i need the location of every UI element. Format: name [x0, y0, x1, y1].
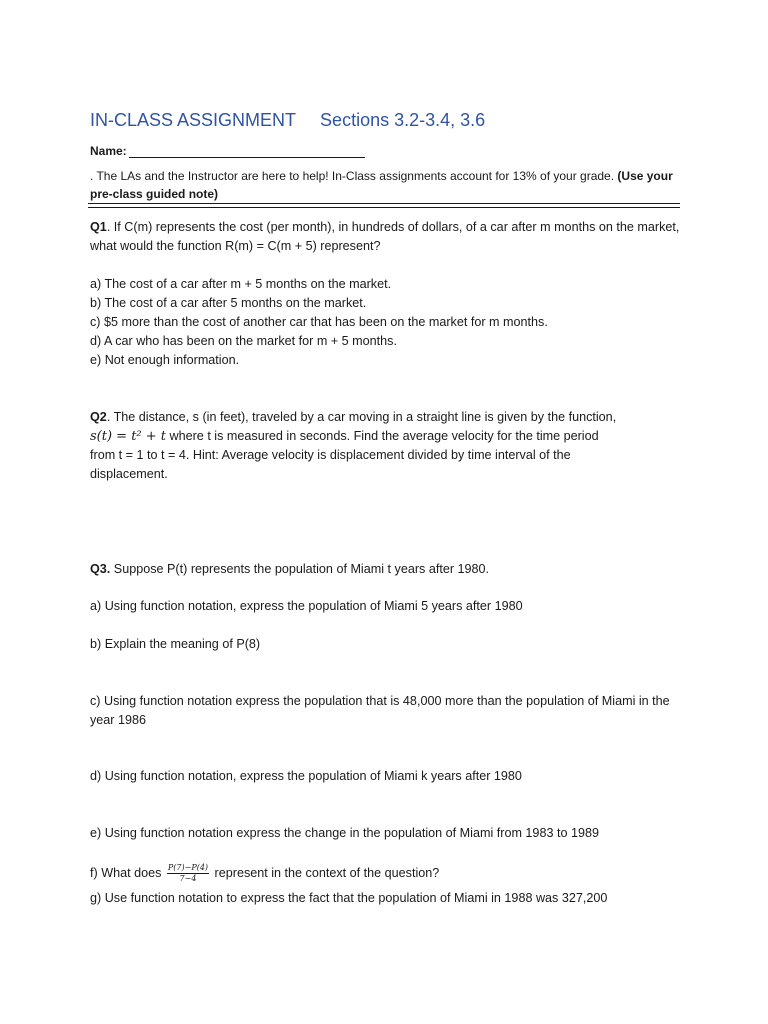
q3-fraction [167, 863, 209, 884]
q3-part-b: b) Explain the meaning of P(8) [90, 637, 261, 651]
q2-line-2 [90, 427, 599, 446]
q3-part-e: e) Using function notation express the change in the population of Miami from 1983 to 1989 [90, 826, 599, 840]
q2-label: Q2 [90, 410, 107, 424]
q2-text-2: where t is measured in seconds. Find the average velocity for the time period [166, 429, 599, 443]
note-text: . The LAs and the Instructor are here to help! In-Class assignments account for 13% of your grade. [90, 169, 615, 183]
q1-option-c: c) $5 more than the cost of another car that has been on the market for m months. [90, 315, 548, 329]
q1-option-d: d) A car who has been on the market for m + 5 months. [90, 334, 397, 348]
q3-part-f-post: represent in the context of the question? [211, 865, 440, 880]
q1-option-e: e) Not enough information. [90, 353, 240, 367]
q3-prompt [90, 560, 489, 579]
name-field-row [90, 144, 365, 158]
q3-part-c: c) Using function notation express the population that is 48,000 more than the population of Miami in the year 1986 [90, 694, 670, 727]
q2-text-1: . The distance, s (in feet), traveled by a car moving in a straight line is given by the function, [106, 410, 617, 424]
q3-part-f [90, 863, 439, 884]
q3-part-d: d) Using function notation, express the population of Miami k years after 1980 [90, 769, 522, 783]
name-line[interactable] [129, 145, 365, 158]
fraction-denominator: 7−4 [179, 874, 197, 883]
q1-option-a: a) The cost of a car after m + 5 months on the market. [90, 277, 392, 291]
page-title [90, 110, 485, 131]
q1-option-b: b) The cost of a car after 5 months on the market. [90, 296, 367, 310]
sections-label: Sections 3.2-3.4, 3.6 [320, 110, 486, 130]
assignment-title: IN-CLASS ASSIGNMENT [90, 110, 297, 130]
q3-part-a: a) Using function notation, express the population of Miami 5 years after 1980 [90, 599, 523, 613]
q2-line-1 [90, 408, 616, 427]
q1-prompt [90, 218, 680, 256]
divider-bottom [88, 207, 680, 208]
q2-line-4: displacement. [90, 467, 168, 481]
instructions-note [90, 167, 680, 203]
fraction-numerator: P(7)−P(4) [167, 863, 209, 872]
note-bold: (Use your pre-class guided note) [90, 169, 673, 201]
q3-part-f-pre: f) What does [90, 865, 165, 880]
name-label: Name: [90, 144, 127, 158]
q2-line-3: from t = 1 to t = 4. Hint: Average velocity is displacement divided by time interval of the [90, 448, 571, 462]
q3-label: Q3. [90, 562, 111, 576]
q3-text: Suppose P(t) represents the population of Miami t years after 1980. [110, 562, 490, 576]
q3-part-g: g) Use function notation to express the fact that the population of Miami in 1988 was 327,200 [90, 891, 608, 905]
q1-text: . If C(m) represents the cost (per month), in hundreds of dollars, of a car after m months on the market, what would the function R(m) = C(m + 5) represent? [90, 220, 680, 253]
q1-label: Q1 [90, 220, 107, 234]
q2-formula: s(t) = t² + t [90, 429, 167, 444]
divider-top [88, 203, 680, 204]
